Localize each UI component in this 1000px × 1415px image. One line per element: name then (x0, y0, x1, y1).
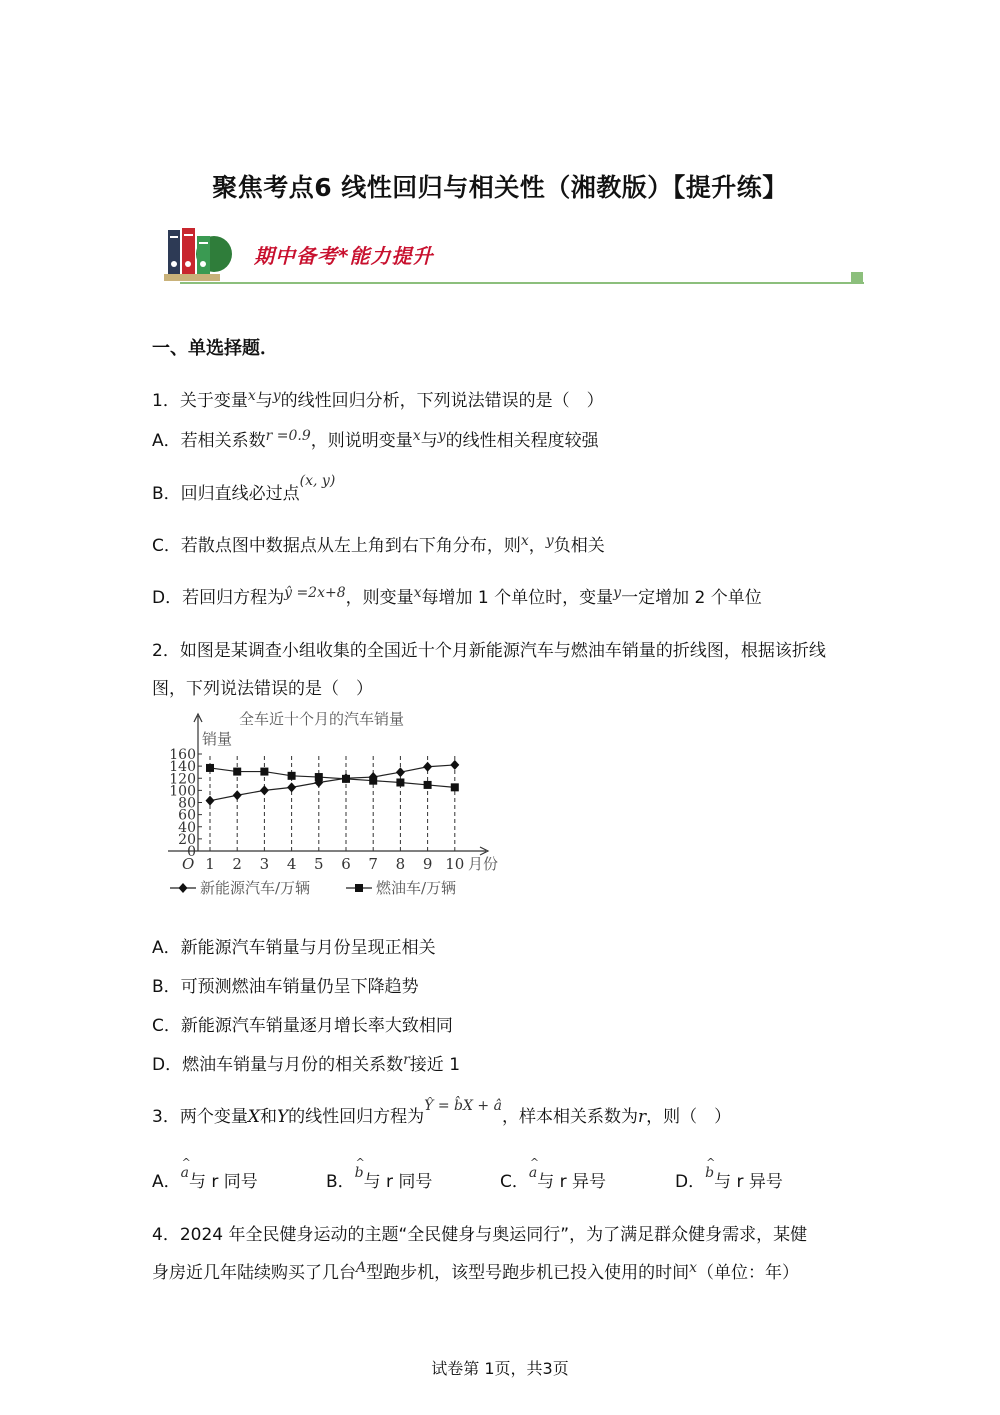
series-line-1 (210, 765, 455, 801)
data-point-fuel (396, 778, 404, 786)
data-point-fuel (315, 773, 323, 781)
y-tick-label: 20 (178, 831, 196, 848)
q2-stem-line1: 2．如图是某调查小组收集的全国近十个月新能源汽车与燃油车销量的折线图，根据该折线 (152, 641, 826, 661)
chart-svg (164, 706, 514, 906)
x-tick-label: 3 (259, 855, 270, 873)
legend-marker-new-energy (179, 883, 188, 893)
y-axis-label: 销量 (202, 730, 233, 748)
q1-option-d: D．若回归方程为$^{ŷ =2x+8}$，则变量$^x$每增加 1 个单位时，变量$^y$一定增加 2 个单位 (152, 585, 762, 608)
x-tick-label: 7 (368, 855, 378, 873)
y-tick-label: 120 (169, 771, 196, 788)
origin-label: O (182, 855, 195, 873)
banner-label: 期中备考*能力提升 (254, 244, 434, 268)
data-point-fuel (260, 768, 268, 776)
q3-option-c: C．^ a与 r 异号 (500, 1167, 606, 1192)
data-point-fuel (342, 775, 350, 783)
q3-stem: 3．两个变量X和Y的线性回归方程为$^{Ŷ = b̂X + â}$，样本相关系数为r，则（ ） (152, 1098, 732, 1127)
q4-line1: 4．2024 年全民健身运动的主题“全民健身与奥运同行”，为了满足群众健身需求，某健 (152, 1225, 808, 1245)
data-point-fuel (424, 781, 432, 789)
y-tick-label: 160 (169, 747, 196, 763)
x-tick-label: 4 (286, 855, 297, 873)
q4-line2: 身房近几年陆续购买了几台$^A$型跑步机，该型号跑步机已投入使用的时间$^x$（单位：年） (152, 1260, 800, 1283)
x-tick-label: 1 (205, 855, 215, 873)
q3-option-d: D．^ b与 r 异号 (675, 1167, 783, 1192)
y-tick-label: 60 (178, 807, 196, 824)
q3-option-a: A．^ a与 r 同号 (152, 1167, 258, 1192)
banner-square (851, 272, 863, 282)
y-tick-label: 100 (169, 783, 196, 800)
y-tick-label: 80 (178, 795, 196, 812)
data-point-fuel (233, 768, 241, 776)
data-point-fuel (288, 772, 296, 780)
x-tick-label: 5 (314, 855, 324, 873)
legend-label-new-energy: 新能源汽车/万辆 (200, 879, 311, 897)
section-heading: 一、单选择题． (152, 338, 278, 359)
data-point-new-energy (233, 790, 242, 800)
data-point-new-energy (260, 785, 269, 795)
y-tick-label: 40 (178, 819, 196, 836)
data-point-new-energy (287, 782, 296, 792)
x-tick-label: 8 (395, 855, 406, 873)
legend-marker-fuel (355, 884, 363, 892)
y-tick-label: 0 (187, 844, 196, 860)
y-tick-label: 140 (169, 759, 196, 776)
legend-label-fuel: 燃油车/万辆 (376, 879, 457, 897)
chart-title: 全车近十个月的汽车销量 (239, 710, 405, 728)
data-point-new-energy (396, 767, 405, 777)
q2-option-d: D．燃油车销量与月份的相关系数$^r$接近 1 (152, 1052, 461, 1075)
q1-stem: 1．关于变量$^x$与$^y$的线性回归分析，下列说法错误的是（ ） (152, 388, 604, 411)
x-tick-label: 6 (341, 855, 351, 873)
q2-stem-line2: 图，下列说法错误的是（ ） (152, 679, 373, 699)
data-point-new-energy (450, 760, 459, 770)
data-point-fuel (206, 764, 214, 772)
data-point-fuel (451, 783, 459, 791)
q1-option-b: B．回归直线必过点$^{(x, y)}$ (152, 473, 336, 504)
q2-option-c: C．新能源汽车销量逐月增长率大致相同 (152, 1016, 453, 1036)
data-point-fuel (369, 777, 377, 785)
series-line-2 (210, 768, 455, 787)
books-icon (164, 226, 234, 282)
x-tick-label: 9 (422, 855, 433, 873)
q2-option-b: B．可预测燃油车销量仍呈下降趋势 (152, 977, 419, 997)
x-tick-label: 10 (445, 855, 465, 873)
x-axis-label: 月份 (468, 855, 499, 873)
x-tick-label: 2 (232, 855, 242, 873)
page-footer: 试卷第 1页，共3页 (431, 1359, 569, 1378)
sales-line-chart (164, 706, 514, 906)
q2-option-a: A．新能源汽车销量与月份呈现正相关 (152, 938, 436, 958)
q3-option-b: B．^ b与 r 同号 (326, 1167, 432, 1192)
data-point-new-energy (206, 796, 215, 806)
banner-divider (180, 282, 864, 284)
q1-option-a: A．若相关系数$^{r =0.9}$，则说明变量$^x$与$^y$的线性相关程度较强 (152, 428, 599, 451)
q1-option-c: C．若散点图中数据点从左上角到右下角分布，则$^x$，$^y$负相关 (152, 533, 605, 556)
data-point-new-energy (423, 762, 432, 772)
page-title: 聚焦考点6 线性回归与相关性（湘教版）【提升练】 (212, 173, 788, 202)
